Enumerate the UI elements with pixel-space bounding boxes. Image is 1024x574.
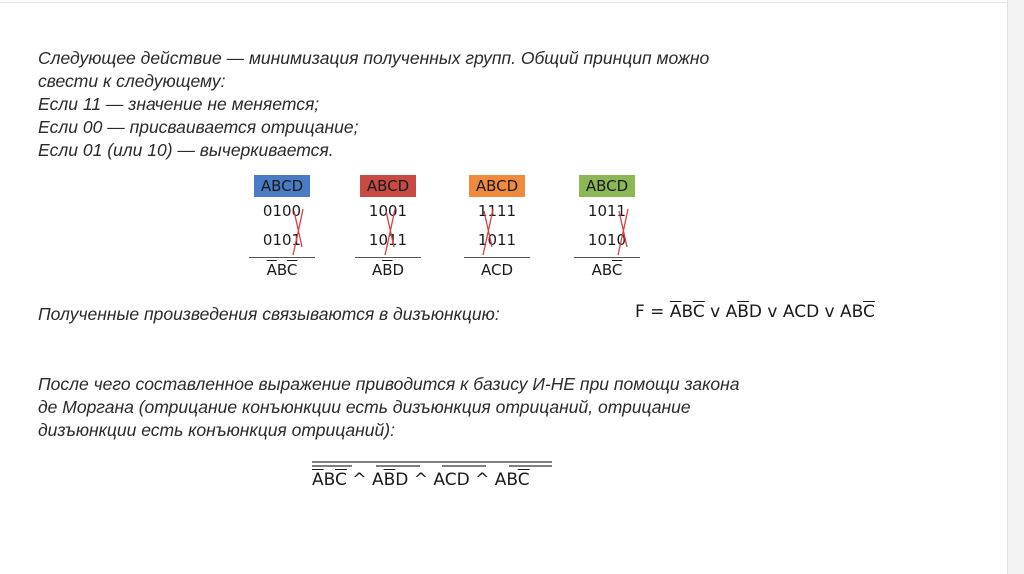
group-row: 1010 [587, 231, 627, 249]
nand-expression: $\overline{A}B\overline{C}$ ^ $A\overline{B}D$ ^ ACD ^ $AB\overline{C}$ [312, 470, 530, 490]
group-row: 0100 [262, 202, 302, 220]
demorgan-line-1: После чего составленное выражение приводится к базису И-НЕ при помощи закона [38, 374, 740, 394]
group-result [574, 258, 640, 282]
disjunction-formula: $F = \overline{A}B\overline{C}$ v $A\overline{B}D$ v ACD v $AB\overline{C}$ [635, 302, 875, 322]
top-border [0, 2, 1024, 3]
result-D: D [501, 261, 514, 279]
group-red [355, 175, 421, 282]
intro-line-2: свести к следующему: [38, 71, 226, 91]
right-scroll-edge [1007, 0, 1024, 574]
rule-00: Если 00 — присваивается отрицание; [38, 117, 359, 137]
rule-11: Если 11 — значение не меняется; [38, 94, 320, 114]
group-row: 1011 [587, 202, 627, 220]
group-result [249, 258, 315, 282]
intro-paragraph [38, 47, 709, 162]
result-C: $\overline{C}$ [611, 261, 623, 279]
group-header: ABCD [254, 175, 310, 197]
group-result [355, 258, 421, 282]
group-row: 1011 [368, 231, 408, 249]
result-B: B [276, 261, 287, 279]
group-orange [464, 175, 530, 282]
result-A: A [591, 261, 602, 279]
intro-line-1: Следующее действие — минимизация полученных групп. Общий принцип можно [38, 48, 710, 68]
disjunction-paragraph [38, 303, 500, 326]
result-C: C [490, 261, 502, 279]
disjunction-text: Полученные произведения связываются в дизъюнкцию: [38, 304, 500, 324]
demorgan-line-2: де Моргана (отрицание конъюнкции есть дизъюнкция отрицаний, отрицание [38, 397, 691, 417]
group-row: 0101 [262, 231, 302, 249]
result-A: A [480, 261, 491, 279]
group-row: 1011 [477, 231, 517, 249]
result-C: $\overline{C}$ [286, 261, 298, 279]
result-B: B [601, 261, 612, 279]
group-row: 1001 [368, 202, 408, 220]
group-header: ABCD [360, 175, 416, 197]
group-result [464, 258, 530, 282]
result-D: D [392, 261, 405, 279]
demorgan-paragraph [38, 373, 740, 442]
strike-mark [481, 203, 495, 263]
group-blue [249, 175, 315, 282]
result-A: $\overline{A}$ [266, 261, 277, 279]
group-green [574, 175, 640, 282]
strike-mark [291, 203, 305, 263]
result-A: A [371, 261, 383, 279]
group-row: 1111 [477, 202, 517, 220]
demorgan-line-3: дизъюнкции есть конъюнкция отрицаний): [38, 420, 395, 440]
group-header: ABCD [579, 175, 635, 197]
group-header: ABCD [469, 175, 525, 197]
rule-01: Если 01 (или 10) — вычеркивается. [38, 140, 334, 160]
strike-mark [616, 203, 630, 263]
strike-mark [383, 203, 397, 263]
overline-bars [312, 460, 554, 472]
result-B: $\overline{B}$ [382, 261, 393, 279]
